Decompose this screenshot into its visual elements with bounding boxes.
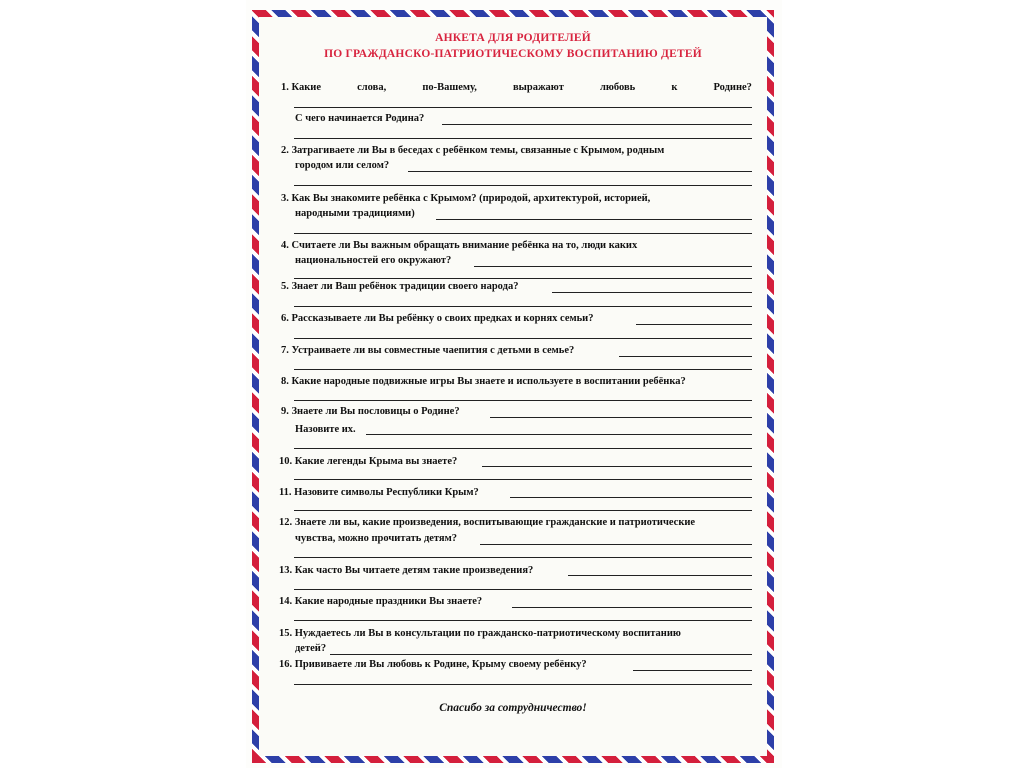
answer-line[interactable] xyxy=(490,417,752,418)
question-9-line1: 9. Знаете ли Вы пословицы о Родине? xyxy=(281,406,460,417)
question-13: 13. Как часто Вы читаете детям такие произведения? xyxy=(279,565,534,576)
answer-line[interactable] xyxy=(294,479,752,480)
answer-line[interactable] xyxy=(474,266,752,267)
answer-line[interactable] xyxy=(480,544,752,545)
question-5: 5. Знает ли Ваш ребёнок традиции своего народа? xyxy=(281,281,519,292)
question-2-line2: городом или селом? xyxy=(295,160,390,171)
answer-line[interactable] xyxy=(294,107,752,108)
question-3-line2: народными традициями) xyxy=(295,208,415,219)
form-title-line1: АНКЕТА ДЛЯ РОДИТЕЛЕЙ xyxy=(435,32,591,44)
question-8: 8. Какие народные подвижные игры Вы знаете и используете в воспитании ребёнка? xyxy=(281,376,686,387)
question-3-line1: 3. Как Вы знакомите ребёнка с Крымом? (природой, архитектурой, историей, xyxy=(281,193,651,204)
answer-line[interactable] xyxy=(294,369,752,370)
answer-line[interactable] xyxy=(482,466,752,467)
question-16: 16. Прививаете ли Вы любовь к Родине, Крыму своему ребёнку? xyxy=(279,659,587,670)
answer-line[interactable] xyxy=(294,278,752,279)
answer-line[interactable] xyxy=(636,324,752,325)
answer-line[interactable] xyxy=(552,292,752,293)
answer-line[interactable] xyxy=(330,654,752,655)
answer-line[interactable] xyxy=(294,620,752,621)
answer-line[interactable] xyxy=(294,400,752,401)
answer-line[interactable] xyxy=(294,233,752,234)
answer-line[interactable] xyxy=(294,448,752,449)
question-10: 10. Какие легенды Крыма вы знаете? xyxy=(279,456,458,467)
answer-line[interactable] xyxy=(568,575,752,576)
question-14: 14. Какие народные праздники Вы знаете? xyxy=(279,596,483,607)
question-12-line2: чувства, можно прочитать детям? xyxy=(295,533,458,544)
question-15-line1: 15. Нуждаетесь ли Вы в консультации по гражданско-патриотическому воспитанию xyxy=(279,628,681,639)
question-11: 11. Назовите символы Республики Крым? xyxy=(279,487,479,498)
form-title-line2: ПО ГРАЖДАНСКО-ПАТРИОТИЧЕСКОМУ ВОСПИТАНИЮ ДЕТЕЙ xyxy=(324,48,702,60)
question-1: 1. Какие слова, по-Вашему, выражают любовь к Родине? xyxy=(281,82,752,93)
answer-line[interactable] xyxy=(366,434,752,435)
question-4-line1: 4. Считаете ли Вы важным обращать внимание ребёнка на то, люди каких xyxy=(281,240,638,251)
answer-line[interactable] xyxy=(408,171,752,172)
answer-line[interactable] xyxy=(633,670,752,671)
question-12-line1: 12. Знаете ли вы, какие произведения, воспитывающие гражданские и патриотические xyxy=(279,517,696,528)
answer-line[interactable] xyxy=(510,497,752,498)
question-4-line2: национальностей его окружают? xyxy=(295,255,452,266)
answer-line[interactable] xyxy=(294,684,752,685)
answer-line[interactable] xyxy=(436,219,752,220)
answer-line[interactable] xyxy=(294,557,752,558)
question-7: 7. Устраиваете ли вы совместные чаепития с детьми в семье? xyxy=(281,345,575,356)
question-2-line1: 2. Затрагиваете ли Вы в беседах с ребёнком темы, связанные с Крымом, родным xyxy=(281,145,665,156)
answer-line[interactable] xyxy=(294,306,752,307)
answer-line[interactable] xyxy=(294,510,752,511)
answer-line[interactable] xyxy=(619,356,752,357)
answer-line[interactable] xyxy=(512,607,752,608)
answer-line[interactable] xyxy=(442,124,752,125)
thanks-note: Спасибо за сотрудничество! xyxy=(439,702,587,714)
question-6: 6. Рассказываете ли Вы ребёнку о своих предках и корнях семьи? xyxy=(281,313,594,324)
answer-line[interactable] xyxy=(294,185,752,186)
answer-line[interactable] xyxy=(294,338,752,339)
answer-line[interactable] xyxy=(294,589,752,590)
answer-line[interactable] xyxy=(294,138,752,139)
question-1-sub: С чего начинается Родина? xyxy=(295,113,425,124)
question-9-line2: Назовите их. xyxy=(295,424,356,435)
question-15-line2: детей? xyxy=(295,643,327,654)
